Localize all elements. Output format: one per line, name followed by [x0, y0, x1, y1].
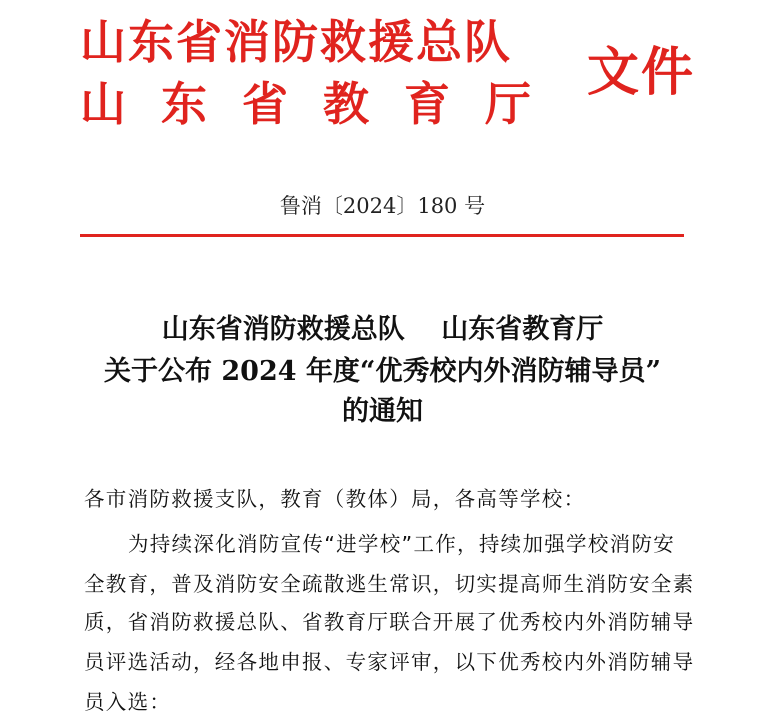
body-paragraph-line: 员评选活动，经各地申报、专家评审，以下优秀校内外消防辅导 — [84, 650, 695, 674]
notice-title-line-1: 山东省消防救援总队 山东省教育厅 — [161, 314, 604, 345]
document-number: 鲁消〔2024〕180 号 — [279, 194, 486, 218]
issuing-org-line-2: 山东省教育厅 — [80, 77, 566, 131]
notice-title-line-3: 的通知 — [342, 396, 423, 427]
issuing-org-line-1: 山东省消防救援总队 — [80, 15, 512, 69]
notice-title-line-2: 关于公布 2024 年度“优秀校内外消防辅导员” — [103, 356, 661, 387]
body-paragraph-line: 全教育，普及消防安全疏散逃生常识，切实提高师生消防安全素 — [84, 572, 695, 596]
body-paragraph-line: 为持续深化消防宣传“进学校”工作，持续加强学校消防安 — [128, 532, 676, 556]
body-paragraph-line: 员入选： — [84, 690, 172, 714]
salutation: 各市消防救援支队，教育（教体）局，各高等学校： — [84, 487, 586, 511]
red-divider-line — [80, 234, 684, 237]
body-paragraph-line: 质，省消防救援总队、省教育厅联合开展了优秀校内外消防辅导 — [84, 610, 695, 634]
document-type-label: 文件 — [587, 42, 696, 103]
